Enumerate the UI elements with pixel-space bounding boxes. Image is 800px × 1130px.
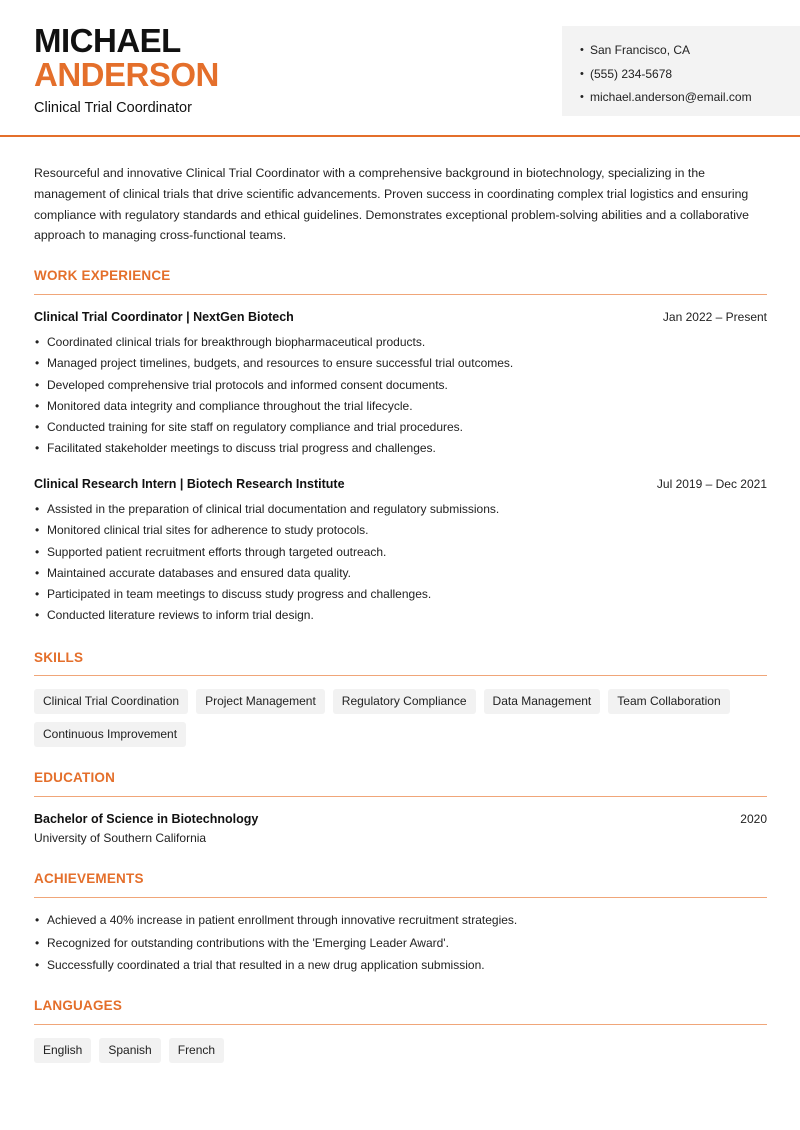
section-divider xyxy=(34,1024,767,1025)
contact-box xyxy=(562,26,800,116)
education-degree: Bachelor of Science in Biotechnology xyxy=(34,812,259,826)
languages-list xyxy=(34,1038,767,1063)
list-item: • Supported patient recruitment efforts through targeted outreach. xyxy=(34,542,767,563)
list-item: • Recognized for outstanding contributions with the 'Emerging Leader Award'. xyxy=(34,932,767,955)
job-dates: Jul 2019 – Dec 2021 xyxy=(656,477,767,491)
profile-summary: Resourceful and innovative Clinical Trial Coordinator with a comprehensive background in biotechnology, specializing in the management of clinical trials that drive scientific advancements. Proven success in coordinating complex trial logistics and ensuring compliance with regulatory standards and ethical guidelines. Demonstrates exceptional problem-solving abilities and a collaborative approach to managing cross-functional teams. xyxy=(34,166,749,243)
section-divider xyxy=(34,675,767,676)
skill-chip: Continuous Improvement xyxy=(34,722,186,747)
list-item: • Conducted literature reviews to inform trial design. xyxy=(34,605,767,626)
job-role: Clinical Research Intern | Biotech Research Institute xyxy=(34,477,345,491)
list-item: • Managed project timelines, budgets, and resources to ensure successful trial outcomes. xyxy=(34,353,767,374)
last-name: ANDERSON xyxy=(34,56,219,93)
list-item: • Coordinated clinical trials for breakthrough biopharmaceutical products. xyxy=(34,332,767,353)
skill-chip: Team Collaboration xyxy=(608,689,729,714)
section-divider xyxy=(34,294,767,295)
language-chip: Spanish xyxy=(99,1038,160,1063)
list-item: • Achieved a 40% increase in patient enrollment through innovative recruitment strategies. xyxy=(34,909,767,932)
skill-chip: Project Management xyxy=(196,689,325,714)
job-title: Clinical Trial Coordinator xyxy=(34,100,192,116)
list-item: • Monitored clinical trial sites for adherence to study protocols. xyxy=(34,520,767,541)
contact-location: • San Francisco, CA xyxy=(580,39,800,63)
list-item: • Assisted in the preparation of clinical trial documentation and regulatory submissions. xyxy=(34,499,767,520)
skill-chip: Regulatory Compliance xyxy=(333,689,476,714)
job-header xyxy=(34,310,767,324)
achievements-list xyxy=(34,909,767,977)
list-item: • Successfully coordinated a trial that resulted in a new drug application submission. xyxy=(34,954,767,977)
first-name: MICHAEL xyxy=(34,22,181,59)
list-item: • Participated in team meetings to discuss study progress and challenges. xyxy=(34,584,767,605)
list-item: • Maintained accurate databases and ensured data quality. xyxy=(34,563,767,584)
section-divider xyxy=(34,796,767,797)
section-title-skills: SKILLS xyxy=(34,650,84,665)
section-title-languages: LANGUAGES xyxy=(34,998,123,1013)
education-school: University of Southern California xyxy=(34,831,207,845)
section-divider xyxy=(34,897,767,898)
skill-chip: Data Management xyxy=(484,689,601,714)
language-chip: English xyxy=(34,1038,91,1063)
section-title-achievements: ACHIEVEMENTS xyxy=(34,871,144,886)
resume-header xyxy=(0,0,800,137)
job-role: Clinical Trial Coordinator | NextGen Biotech xyxy=(34,310,294,324)
list-item: • Facilitated stakeholder meetings to discuss trial progress and challenges. xyxy=(34,438,767,459)
section-title-education: EDUCATION xyxy=(34,770,116,785)
job-bullets xyxy=(34,499,767,627)
contact-email[interactable]: • michael.anderson@email.com xyxy=(580,86,800,110)
skill-chip: Clinical Trial Coordination xyxy=(34,689,188,714)
language-chip: French xyxy=(169,1038,224,1063)
skills-list xyxy=(34,689,767,747)
section-title-work: WORK EXPERIENCE xyxy=(34,268,171,283)
job-bullets xyxy=(34,332,767,460)
job-dates: Jan 2022 – Present xyxy=(662,310,767,324)
list-item: • Developed comprehensive trial protocols and informed consent documents. xyxy=(34,375,767,396)
job-header xyxy=(34,477,767,491)
list-item: • Monitored data integrity and compliance throughout the trial lifecycle. xyxy=(34,396,767,417)
education-year: 2020 xyxy=(740,812,767,826)
contact-phone: • (555) 234-5678 xyxy=(580,63,800,87)
list-item: • Conducted training for site staff on regulatory compliance and trial procedures. xyxy=(34,417,767,438)
